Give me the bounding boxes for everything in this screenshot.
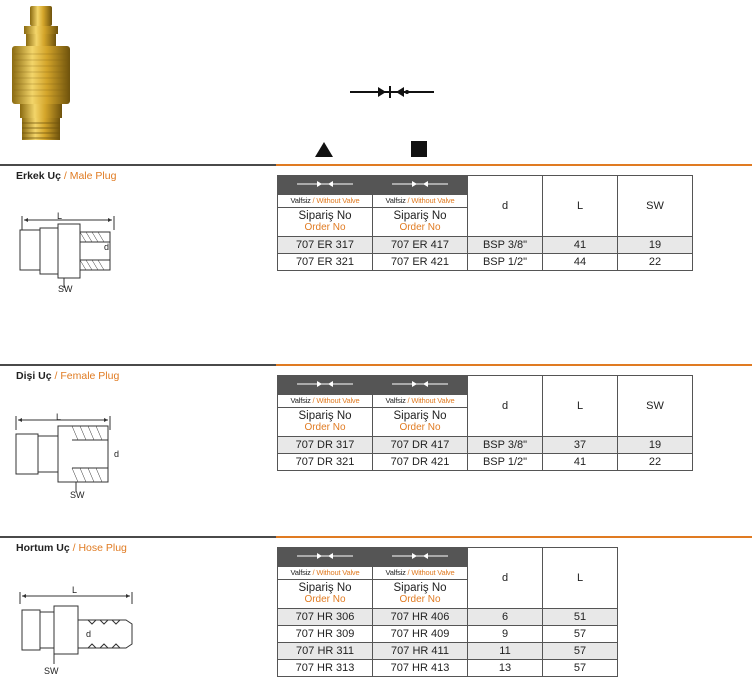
- order-no-header: Sipariş No Order No: [373, 408, 468, 437]
- section-title-female: Dişi Uç / Female Plug: [16, 370, 120, 382]
- col-header-SW: SW: [618, 176, 693, 237]
- square-icon: [411, 141, 427, 157]
- valve-symbol-icon: [373, 176, 468, 195]
- section-divider: [0, 364, 752, 366]
- section-title-male: Erkek Uç / Male Plug: [16, 170, 117, 182]
- order-no-header: Sipariş No Order No: [373, 208, 468, 237]
- dim-label-L: L: [57, 211, 63, 221]
- table-row: 707 DR 321 707 DR 421 BSP 1/2" 41 22: [278, 454, 693, 471]
- coupling-symbol-icon: [350, 84, 434, 100]
- table-row: 707 HR 306 707 HR 406 6 51: [278, 609, 618, 626]
- valve-symbol-icon: [278, 376, 373, 395]
- section-title-hose: Hortum Uç / Hose Plug: [16, 542, 127, 554]
- col-header-L: L: [543, 176, 618, 237]
- valve-label: Valfsiz / Without Valve: [373, 395, 468, 408]
- valve-symbol-icon: [373, 548, 468, 567]
- dim-label-d: d: [104, 242, 110, 252]
- order-no-header: Sipariş No Order No: [373, 580, 468, 609]
- col-header-d: d: [468, 548, 543, 609]
- dim-label-SW: SW: [58, 284, 73, 294]
- table-row: 707 DR 317 707 DR 417 BSP 3/8" 37 19: [278, 437, 693, 454]
- spec-table-hose: [277, 547, 618, 677]
- valve-symbol-icon: [278, 548, 373, 567]
- dim-label-d: d: [114, 449, 120, 459]
- spec-table-female: [277, 375, 693, 471]
- valve-symbol-icon: [373, 376, 468, 395]
- table-row: 707 HR 311 707 HR 411 11 57: [278, 643, 618, 660]
- valve-symbol-icon: [278, 176, 373, 195]
- valve-label: Valfsiz / Without Valve: [373, 195, 468, 208]
- dim-label-SW: SW: [70, 490, 85, 500]
- order-no-header: Sipariş No Order No: [278, 208, 373, 237]
- col-header-d: d: [468, 376, 543, 437]
- table-row: 707 HR 313 707 HR 413 13 57: [278, 660, 618, 677]
- dim-label-SW: SW: [44, 666, 59, 676]
- hose-plug-drawing: [14, 588, 139, 678]
- dim-label-L: L: [56, 412, 62, 422]
- col-header-L: L: [543, 376, 618, 437]
- valve-label: Valfsiz / Without Valve: [278, 395, 373, 408]
- table-row: 707 HR 309 707 HR 409 9 57: [278, 626, 618, 643]
- triangle-icon: [315, 142, 333, 157]
- order-no-header: Sipariş No Order No: [278, 408, 373, 437]
- section-divider: [0, 536, 752, 538]
- spec-table-male: [277, 175, 693, 271]
- table-row: 707 ER 321 707 ER 421 BSP 1/2" 44 22: [278, 254, 693, 271]
- valve-label: Valfsiz / Without Valve: [373, 567, 468, 580]
- dim-label-d: d: [86, 629, 92, 639]
- section-divider: [0, 164, 752, 166]
- order-no-header: Sipariş No Order No: [278, 580, 373, 609]
- col-header-d: d: [468, 176, 543, 237]
- valve-label: Valfsiz / Without Valve: [278, 567, 373, 580]
- product-photo: [6, 4, 76, 154]
- dim-label-L: L: [72, 585, 78, 595]
- valve-label: Valfsiz / Without Valve: [278, 195, 373, 208]
- col-header-SW: SW: [618, 376, 693, 437]
- col-header-L: L: [543, 548, 618, 609]
- table-row: 707 ER 317 707 ER 417 BSP 3/8" 41 19: [278, 237, 693, 254]
